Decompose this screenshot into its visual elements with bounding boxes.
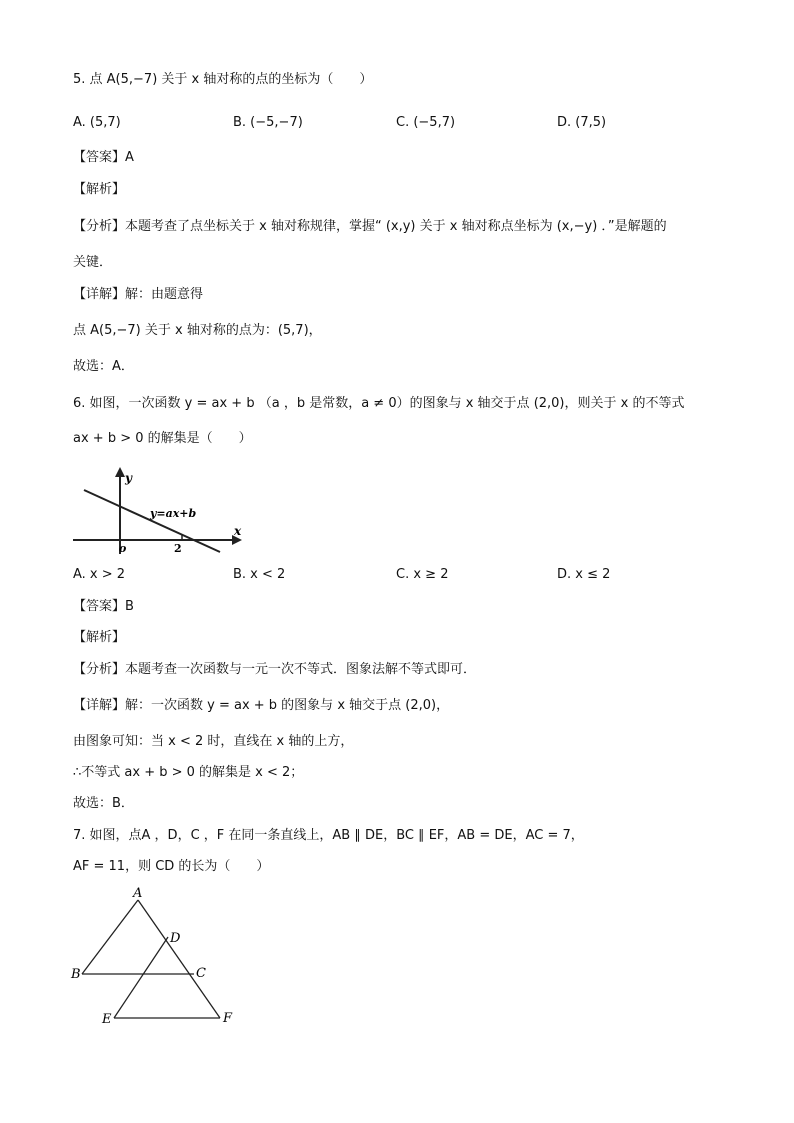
segment-de [114, 937, 168, 1018]
y-axis-label: y [125, 471, 132, 485]
segment-ab [82, 900, 138, 974]
q6-stem: 6. 如图，一次函数 y = ax + b （a ，b 是常数，a ≠ 0）的图象与 x 轴交于点 (2,0)，则关于 x 的不等式 [73, 396, 685, 411]
label-f: F [223, 1011, 233, 1026]
origin-label: o [119, 542, 127, 555]
line-label: y=ax+b [150, 507, 197, 520]
q6-option-d: D. x ≤ 2 [557, 567, 611, 582]
q6-stem-cont: ax + b > 0 的解集是（ ） [73, 431, 252, 446]
y-axis-arrow [115, 467, 125, 477]
q5-choose: 故选：A． [73, 359, 134, 374]
q5-option-a: A. (5,7) [73, 115, 121, 130]
label-c: C [196, 966, 206, 981]
q6-graph-figure [70, 462, 250, 557]
graph-line [84, 490, 220, 552]
q5-analysis-text-cont: 关键． [73, 255, 113, 270]
q6-analysis-label: 【解析】 [73, 630, 126, 645]
segment-af [138, 900, 220, 1018]
q6-option-a: A. x > 2 [73, 567, 126, 582]
q6-choose: 故选：B． [73, 796, 134, 811]
q5-option-d: D. (7,5) [557, 115, 607, 130]
q6-detail-label: 【详解】解：一次函数 y = ax + b 的图象与 x 轴交于点 (2,0)， [73, 698, 450, 713]
q5-detail-label: 【详解】解：由题意得 [73, 287, 204, 302]
q7-stem: 7. 如图，点A ，D，C ，F 在同一条直线上，AB ∥ DE，BC ∥ EF，AB = DE，AC = 7， [73, 828, 584, 843]
q5-option-c: C. (−5,7) [396, 115, 456, 130]
q5-analysis-text: 【分析】本题考查了点坐标关于 x 轴对称规律，掌握“ (x,y) 关于 x 轴对称点坐标为 (x,−y) ．”是解题的 [73, 219, 667, 234]
q5-option-b: B. (−5,−7) [233, 115, 303, 130]
q6-analysis-text: 【分析】本题考查一次函数与一元一次不等式．图象法解不等式即可． [73, 662, 477, 677]
x-axis-label: x [234, 524, 242, 538]
label-a: A [133, 886, 143, 901]
q5-stem: 5. 点 A(5,−7) 关于 x 轴对称的点的坐标为（ ） [73, 72, 373, 87]
q6-solution-step: 由图象可知：当 x < 2 时，直线在 x 轴的上方， [73, 734, 354, 749]
q5-analysis-label: 【解析】 [73, 182, 126, 197]
q5-solution-step: 点 A(5,−7) 关于 x 轴对称的点为：(5,7)， [73, 323, 322, 338]
q6-option-c: C. x ≥ 2 [396, 567, 449, 582]
label-b: B [71, 967, 81, 982]
q7-triangle-figure [68, 885, 248, 1030]
q7-stem-cont: AF = 11，则 CD 的长为（ ） [73, 859, 270, 874]
label-e: E [102, 1012, 112, 1027]
label-d: D [170, 931, 181, 946]
tick-label-2: 2 [174, 542, 182, 555]
q6-solution-step-2: ∴不等式 ax + b > 0 的解集是 x < 2； [73, 765, 304, 780]
q5-answer: 【答案】A [73, 150, 134, 165]
q6-answer: 【答案】B [73, 599, 134, 614]
q6-option-b: B. x < 2 [233, 567, 286, 582]
